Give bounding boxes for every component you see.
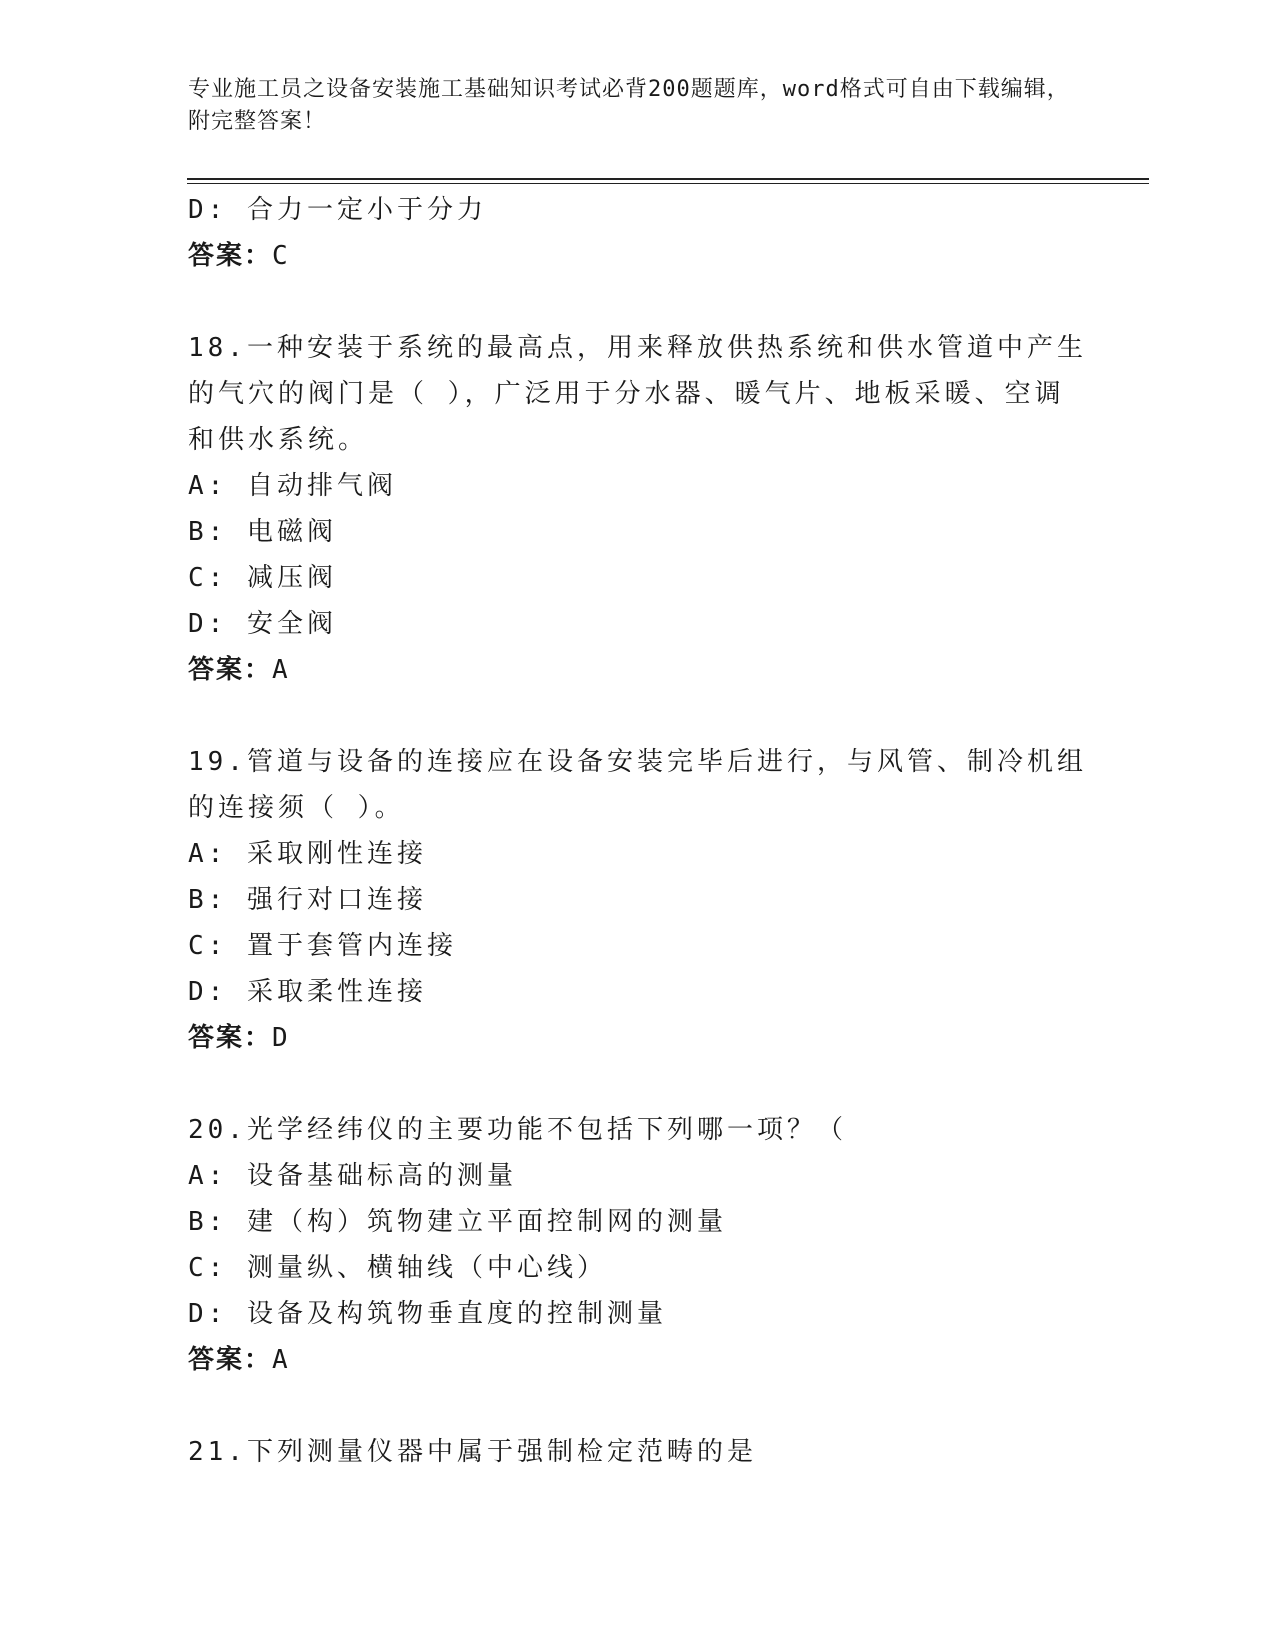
option-label: C: [188,563,228,593]
option-label: A: [188,1161,228,1191]
option-label: A: [188,839,228,869]
answer-value: C [272,241,290,271]
header-divider-thin [187,183,1149,184]
question-number: 21. [188,1437,247,1467]
option-b [188,877,1088,923]
option-c [188,1245,1088,1291]
option-text: 设备及构筑物垂直度的控制测量 [246,1299,667,1329]
header-text: 专业施工员之设备安装施工基础知识考试必背200题题库，word格式可自由下载编辑，附完整答案！ [188,77,1070,134]
option-text: 置于套管内连接 [246,931,457,961]
option-label: A: [188,471,228,501]
answer-label: 答案： [188,655,273,685]
option-b [188,509,1088,555]
option-label: B: [188,1207,228,1237]
question-text [188,325,1088,463]
option-label: B: [188,517,228,547]
answer-line [188,1015,1088,1061]
option-a [188,463,1088,509]
option-text: 安全阀 [246,609,337,639]
question-text [188,739,1088,831]
option-c [188,555,1088,601]
option-text: 建（构）筑物建立平面控制网的测量 [246,1207,727,1237]
option-d [188,601,1088,647]
option-text: 测量纵、横轴线（中心线） [246,1253,607,1283]
option-d [188,1291,1088,1337]
option-label: D: [188,977,228,1007]
option-label: C: [188,931,228,961]
option-a [188,831,1088,877]
option-text: 设备基础标高的测量 [246,1161,517,1191]
answer-value: A [272,1345,290,1375]
option-label: D: [188,609,228,639]
answer-line [188,647,1088,693]
option-d [188,187,1088,233]
option-text: 采取柔性连接 [246,977,427,1007]
option-text: 自动排气阀 [246,471,397,501]
question-block [188,739,1088,1061]
question-number: 18. [188,333,247,363]
option-text: 电磁阀 [246,517,337,547]
option-text: 减压阀 [246,563,337,593]
question-body: 一种安装于系统的最高点，用来释放供热系统和供水管道中产生的气穴的阀门是（ ），广泛用于分水器、暖气片、地板采暖、空调和供水系统。 [188,333,1087,455]
question-text [188,1429,1088,1475]
option-a [188,1153,1088,1199]
option-label: B: [188,885,228,915]
answer-line [188,1337,1088,1383]
question-block [188,1429,1088,1475]
header-divider-thick [187,178,1149,180]
option-text: 采取刚性连接 [246,839,427,869]
option-text: 强行对口连接 [246,885,427,915]
answer-value: D [272,1023,290,1053]
answer-label: 答案： [188,241,273,271]
question-body: 下列测量仪器中属于强制检定范畴的是 [246,1437,757,1467]
option-label: D: [188,1299,228,1329]
option-text: 合力一定小于分力 [246,195,487,225]
answer-label: 答案： [188,1345,273,1375]
question-number: 20. [188,1115,247,1145]
question-text [188,1107,1088,1153]
question-body: 管道与设备的连接应在设备安装完毕后进行，与风管、制冷机组的连接须（ ）。 [188,747,1087,823]
question-block [188,1107,1088,1383]
question-number: 19. [188,747,247,777]
answer-value: A [272,655,290,685]
question-block [188,325,1088,693]
document-header [188,74,1088,138]
option-d [188,969,1088,1015]
answer-line [188,233,1088,279]
answer-label: 答案： [188,1023,273,1053]
option-label: D: [188,195,228,225]
option-c [188,923,1088,969]
option-label: C: [188,1253,228,1283]
option-b [188,1199,1088,1245]
question-body: 光学经纬仪的主要功能不包括下列哪一项？（ [246,1115,847,1145]
question-list [188,187,1088,1475]
